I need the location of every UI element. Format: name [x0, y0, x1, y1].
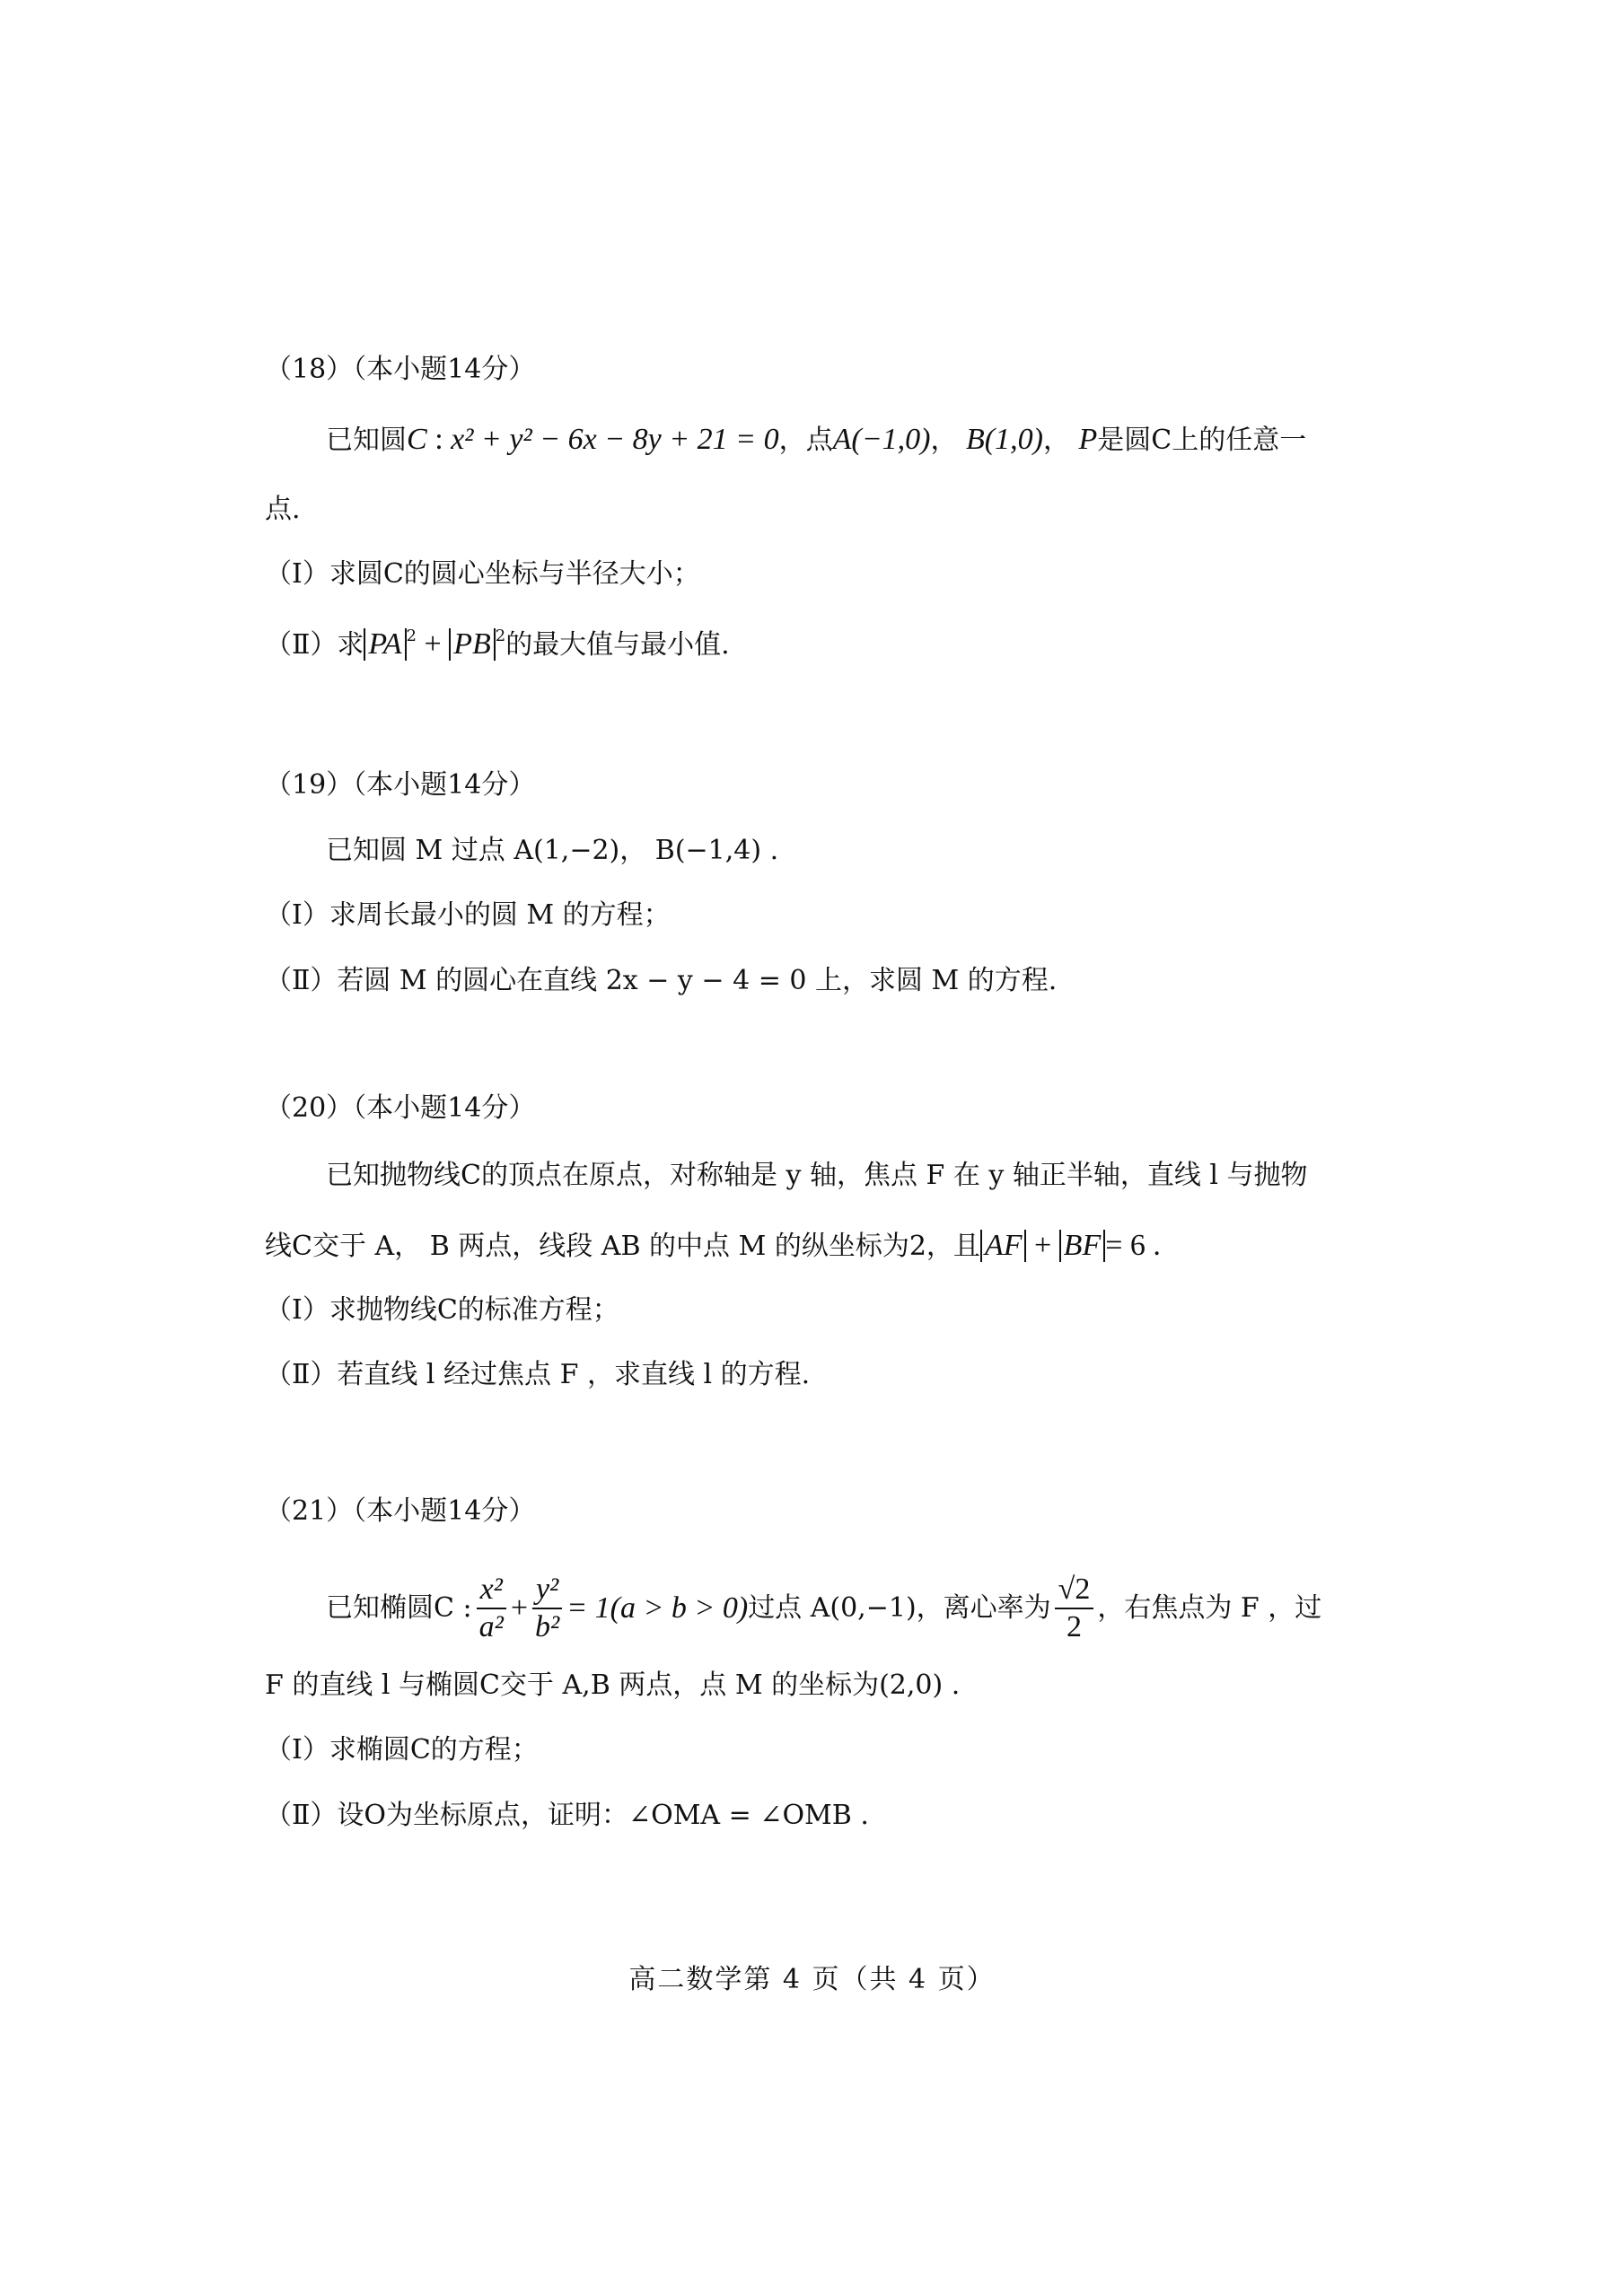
problem-19-part1: （Ⅰ）求周长最小的圆 M 的方程；	[265, 899, 671, 931]
point-a: A(−1,0)	[832, 423, 931, 456]
abs-bf: BF	[1059, 1230, 1106, 1262]
problem-21-heading: （21）（本小题14分）	[265, 1495, 536, 1527]
problem-20-part2: （Ⅱ）若直线 l 经过焦点 F ，求直线 l 的方程.	[265, 1359, 811, 1390]
problem-18-part1: （Ⅰ）求圆C的圆心坐标与半径大小；	[265, 558, 700, 590]
problem-21-stem-line1: 已知椭圆C : $\frac{\text{x²}}{\text{a²}}$ + $\frac{\text{y²}}{\text{b²}}$ = 1(a > b > 0) 过点 A(0,−1)，离心率为 $\frac{√2}{2}$ ，右焦点为 F ，过	[326, 1564, 1321, 1653]
ellipse-condition: = 1(a > b > 0)	[566, 1591, 749, 1625]
problem-19-heading: （19）（本小题14分）	[265, 769, 536, 801]
page-footer: 高二数学第 4 页（共 4 页）	[628, 1964, 996, 1995]
problem-18-stem-end: 是圆C上的任意一	[1097, 425, 1307, 456]
stem-mid: 过点 A(0,−1)，离心率为	[748, 1592, 1051, 1624]
circle-var: C	[407, 423, 427, 456]
stem-line2-suffix: = 6 .	[1105, 1229, 1161, 1262]
problem-21-part2: （Ⅱ）设O为坐标原点，证明：∠OMA = ∠OMB .	[265, 1800, 869, 1831]
problem-18-heading: （18）（本小题14分）	[265, 354, 536, 385]
fraction-x2-a2: $\frac{\text{x²}}{\text{a²}}$	[476, 1572, 507, 1645]
problem-20-heading: （20）（本小题14分）	[265, 1092, 536, 1124]
abs-pa: PA	[364, 628, 406, 661]
problem-20-part1: （Ⅰ）求抛物线C的标准方程；	[265, 1294, 619, 1326]
stem-end: ，右焦点为 F ，过	[1097, 1592, 1322, 1624]
problem-20-stem-line2: 线C交于 A， B 两点，线段 AB 的中点 M 的纵坐标为2，且 AF + BF = 6 .	[265, 1229, 1161, 1262]
circle-equation: x² + y² − 6x − 8y + 21 = 0	[451, 423, 779, 456]
problem-21-stem-line2: F 的直线 l 与椭圆C交于 A,B 两点，点 M 的坐标为(2,0) .	[265, 1669, 961, 1701]
stem-prefix: 已知椭圆C :	[326, 1592, 472, 1624]
problem-18-stem-line1: 已知圆C : x² + y² − 6x − 8y + 21 = 0，点A(−1,0)， B(1,0)， P是圆C上的任意一	[326, 423, 1307, 456]
problem-19-stem: 已知圆 M 过点 A(1,−2)， B(−1,4) .	[326, 835, 779, 866]
point-b: B(1,0)	[966, 423, 1043, 456]
fraction-y2-b2: $\frac{\text{y²}}{\text{b²}}$	[531, 1572, 563, 1645]
part2-suffix: 的最大值与最小值.	[505, 629, 730, 661]
stem-line2-prefix: 线C交于 A， B 两点，线段 AB 的中点 M 的纵坐标为2，且	[265, 1231, 980, 1262]
problem-21-part1: （Ⅰ）求椭圆C的方程；	[265, 1734, 539, 1766]
problem-18-stem-line2: 点.	[265, 494, 301, 525]
problem-20-stem-line1: 已知抛物线C的顶点在原点，对称轴是 y 轴，焦点 F 在 y 轴正半轴，直线 l 与抛物	[326, 1160, 1308, 1191]
abs-pb: PB	[449, 628, 496, 661]
problem-19-part2: （Ⅱ）若圆 M 的圆心在直线 2x − y − 4 = 0 上，求圆 M 的方程.	[265, 965, 1058, 996]
problem-18-part2: （Ⅱ）求 PA $^2$ + PB $^2$的最大值与最小值.	[265, 627, 730, 661]
problem-18-stem-mid: ，点	[778, 425, 833, 456]
part2-prefix: （Ⅱ）求	[265, 629, 364, 661]
problem-18-stem-prefix: 已知圆	[326, 425, 407, 456]
fraction-eccentricity: $\frac{√2}{2}$	[1055, 1572, 1094, 1645]
abs-af: AF	[980, 1230, 1027, 1262]
